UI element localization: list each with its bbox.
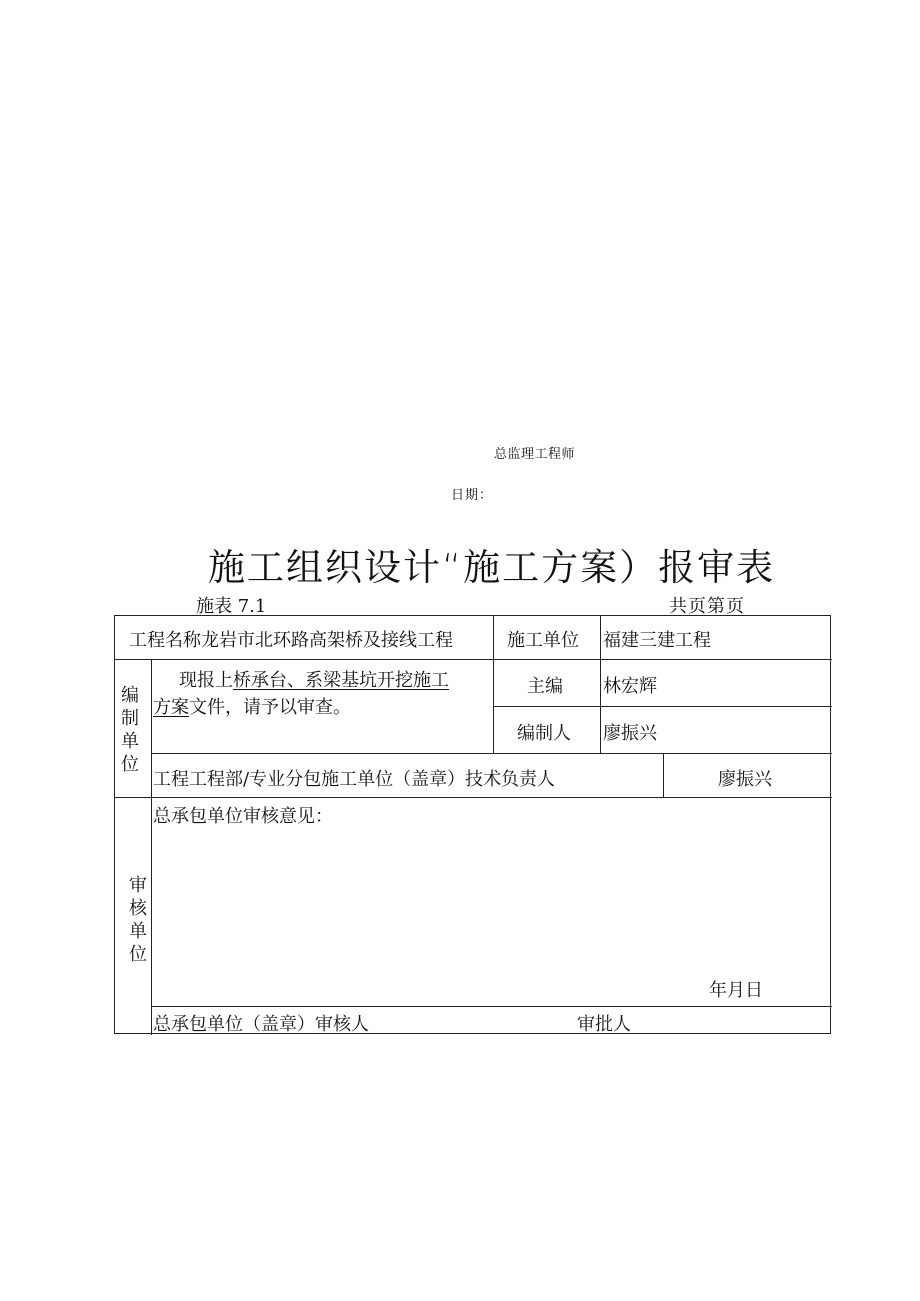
compiler-value: 廖振兴 bbox=[603, 723, 657, 744]
row-divider bbox=[493, 706, 832, 707]
contractor-label: 施工单位 bbox=[507, 630, 579, 651]
column-divider bbox=[600, 616, 601, 753]
submission-doc-name: 桥承台、系梁基坑开挖施工 bbox=[233, 670, 449, 691]
column-divider bbox=[151, 659, 152, 1035]
submission-doc-name-cont: 方案 bbox=[153, 697, 189, 718]
review-date-label: 年月日 bbox=[709, 980, 763, 1001]
review-unit-label: 审核单位 bbox=[129, 875, 147, 965]
reviewer-label: 总承包单位（盖章）审核人 bbox=[153, 1014, 369, 1035]
tech-lead-value: 廖振兴 bbox=[718, 769, 772, 790]
chief-editor-value: 林宏辉 bbox=[603, 676, 657, 697]
column-divider bbox=[493, 616, 494, 753]
row-divider bbox=[151, 753, 832, 754]
tech-lead-label: 工程工程部/专业分包施工单位（盖章）技术负责人 bbox=[153, 769, 556, 790]
row-divider bbox=[151, 1006, 832, 1007]
form-title: 施工组织设计“施工方案）报审表 bbox=[208, 546, 776, 589]
prep-unit-label: 编制单位 bbox=[121, 685, 139, 775]
row-divider bbox=[115, 659, 832, 660]
submission-line-2 bbox=[153, 693, 351, 719]
approver-label: 审批人 bbox=[577, 1014, 631, 1035]
project-name-label bbox=[129, 626, 453, 652]
review-opinion-label: 总承包单位审核意见： bbox=[153, 806, 333, 827]
chief-supervisor-label: 总监理工程师 bbox=[494, 447, 576, 462]
compiler-label: 编制人 bbox=[517, 723, 571, 744]
project-name-label-text: 工程名称 bbox=[129, 630, 201, 651]
form-number: 施表 7.1 bbox=[196, 596, 267, 617]
contractor-value: 福建三建工程 bbox=[603, 630, 711, 651]
submission-prefix: 现报上 bbox=[179, 670, 233, 691]
chief-editor-label: 主编 bbox=[527, 676, 563, 697]
project-name-value: 龙岩市北环路高架桥及接线工程 bbox=[201, 630, 453, 651]
submission-line-1 bbox=[179, 666, 449, 692]
column-divider bbox=[663, 753, 664, 797]
page-info: 共页第页 bbox=[669, 596, 745, 617]
row-divider bbox=[115, 797, 832, 798]
submission-suffix: 文件，请予以审查。 bbox=[189, 697, 351, 718]
date-label: 日期： bbox=[451, 488, 494, 503]
approval-form-table bbox=[114, 615, 831, 1034]
